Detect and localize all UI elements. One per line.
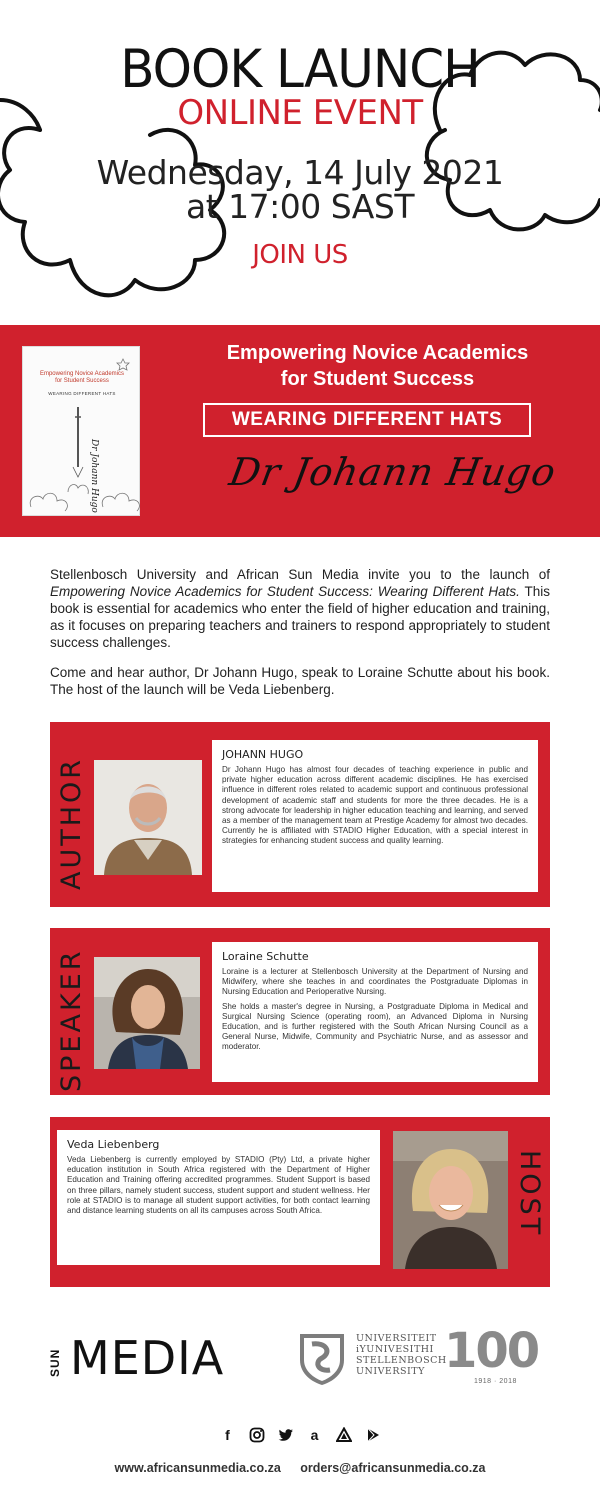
author-bio: Dr Johann Hugo has almost four decades of teaching experience in public and private higher education across different academic disciplines. He has exercised influence in different roles related to academic support and continuous professional development of academic staff and students for more the three decades. He is a strong advocate for leadership in higher education teaching and learning, and served as a member of the management team at Prestige Academy for almost two decades. Currently he is affiliated with STADIO Higher Education, with a special interest in strategies for enhancing student success and quality learning.: [222, 765, 528, 846]
su-shield-icon: [296, 1330, 348, 1386]
speaker-name: Loraine Schutte: [222, 950, 309, 963]
amazon-icon[interactable]: a: [310, 1427, 319, 1443]
event-title: BOOK LAUNCH: [120, 38, 480, 100]
host-bio-card: [57, 1130, 380, 1265]
su-name-line2: iYUNIVESITHI: [356, 1344, 434, 1355]
host-label: HOST: [514, 1150, 545, 1238]
author-name: JOHANN HUGO: [222, 748, 304, 761]
book-cover: [22, 346, 140, 516]
social-icons: [0, 1427, 600, 1443]
book-title-line1: Empowering Novice Academics: [226, 342, 529, 364]
event-subtitle: ONLINE EVENT: [177, 93, 423, 133]
su-centenary-years: 1918 · 2018: [474, 1378, 517, 1385]
sun-media-logo-sun: SUN: [48, 1348, 62, 1377]
host-name: Veda Liebenberg: [67, 1138, 160, 1151]
author-bio-card: [212, 740, 538, 892]
speaker-bio-1: Loraine is a lecturer at Stellenbosch University at the Department of Nursing and Midwifery, where she teaches in and coordinates the Postgraduate Diplomas in Nursing Education and Perioperative Nursing.: [222, 967, 528, 997]
play-store-icon[interactable]: [365, 1427, 381, 1443]
host-photo: [393, 1131, 508, 1269]
intro-text-c: This book is essential for academics who enter the field of higher education and training, as it focuses on preparing teachers and trainers to respond appropriately to student success challenges.: [50, 584, 550, 650]
su-name-line1: UNIVERSITEIT: [356, 1333, 437, 1344]
sun-media-logo-media: MEDIA: [70, 1331, 225, 1385]
contact-line: [0, 1461, 600, 1475]
cover-title-line2: for Student Success: [55, 378, 109, 384]
su-name-line3: STELLENBOSCH: [356, 1355, 447, 1366]
triangle-logo-icon[interactable]: [336, 1427, 352, 1443]
author-label: AUTHOR: [56, 756, 87, 890]
intro-paragraph: [50, 566, 550, 651]
speaker-bio-2: She holds a master's degree in Nursing, a Postgraduate Diploma in Medical and Surgical Nursing Science (operating room), an Advanced Diploma in Nursing Education, and is further registered with the South African Nursing Council as a General Nurse, Midwife, Community and Psychiatric Nurse, and as assessor and moderator.: [222, 1001, 528, 1052]
sun-media-logo: [48, 1331, 250, 1385]
event-date: Wednesday, 14 July 2021: [96, 153, 504, 192]
facebook-icon[interactable]: f: [225, 1427, 230, 1443]
speaker-photo: [94, 957, 200, 1069]
join-us-link[interactable]: JOIN US: [252, 240, 348, 270]
email-link[interactable]: orders@africansunmedia.co.za: [300, 1461, 486, 1475]
su-name-line4: UNIVERSITY: [356, 1366, 425, 1377]
author-signature: Dr Johann Hugo: [226, 450, 560, 494]
intro-paragraph-2: Come and hear author, Dr Johann Hugo, speak to Loraine Schutte about his book. The host of the launch will be Veda Liebenberg.: [50, 665, 550, 697]
cover-title-line1: Empowering Novice Academics: [39, 371, 125, 377]
instagram-icon[interactable]: [249, 1427, 265, 1443]
speaker-label: SPEAKER: [56, 948, 87, 1092]
intro-book-title: Empowering Novice Academics for Student Success: Wearing Different Hats.: [50, 584, 520, 599]
cover-subtitle: WEARING DIFFERENT HATS: [48, 391, 116, 396]
speaker-bio-card: [212, 942, 538, 1082]
website-link[interactable]: www.africansunmedia.co.za: [114, 1461, 281, 1475]
author-photo: [94, 760, 202, 875]
host-bio: Veda Liebenberg is currently employed by STADIO (Pty) Ltd, a private higher education institution in South Africa registered with the Department of Higher Education and Training offering accredited programmes. Student Support is based on three pillars, namely student success, student support and student wellness. Her role at STADIO is to manage all student support activities, for both contact learning and distance learning students on all its campuses across South Africa.: [67, 1155, 370, 1216]
book-title-line2: for Student Success: [280, 368, 475, 390]
book-subtitle: WEARING DIFFERENT HATS: [203, 403, 531, 437]
event-time: at 17:00 SAST: [186, 187, 414, 226]
cover-author: Dr Johann Hugo: [89, 439, 99, 513]
intro-text-a: Stellenbosch University and African Sun Media invite you to the launch of: [50, 567, 550, 582]
twitter-icon[interactable]: [278, 1427, 294, 1443]
su-centenary-number: 100: [444, 1323, 539, 1379]
stellenbosch-university-logo: [296, 1323, 550, 1390]
